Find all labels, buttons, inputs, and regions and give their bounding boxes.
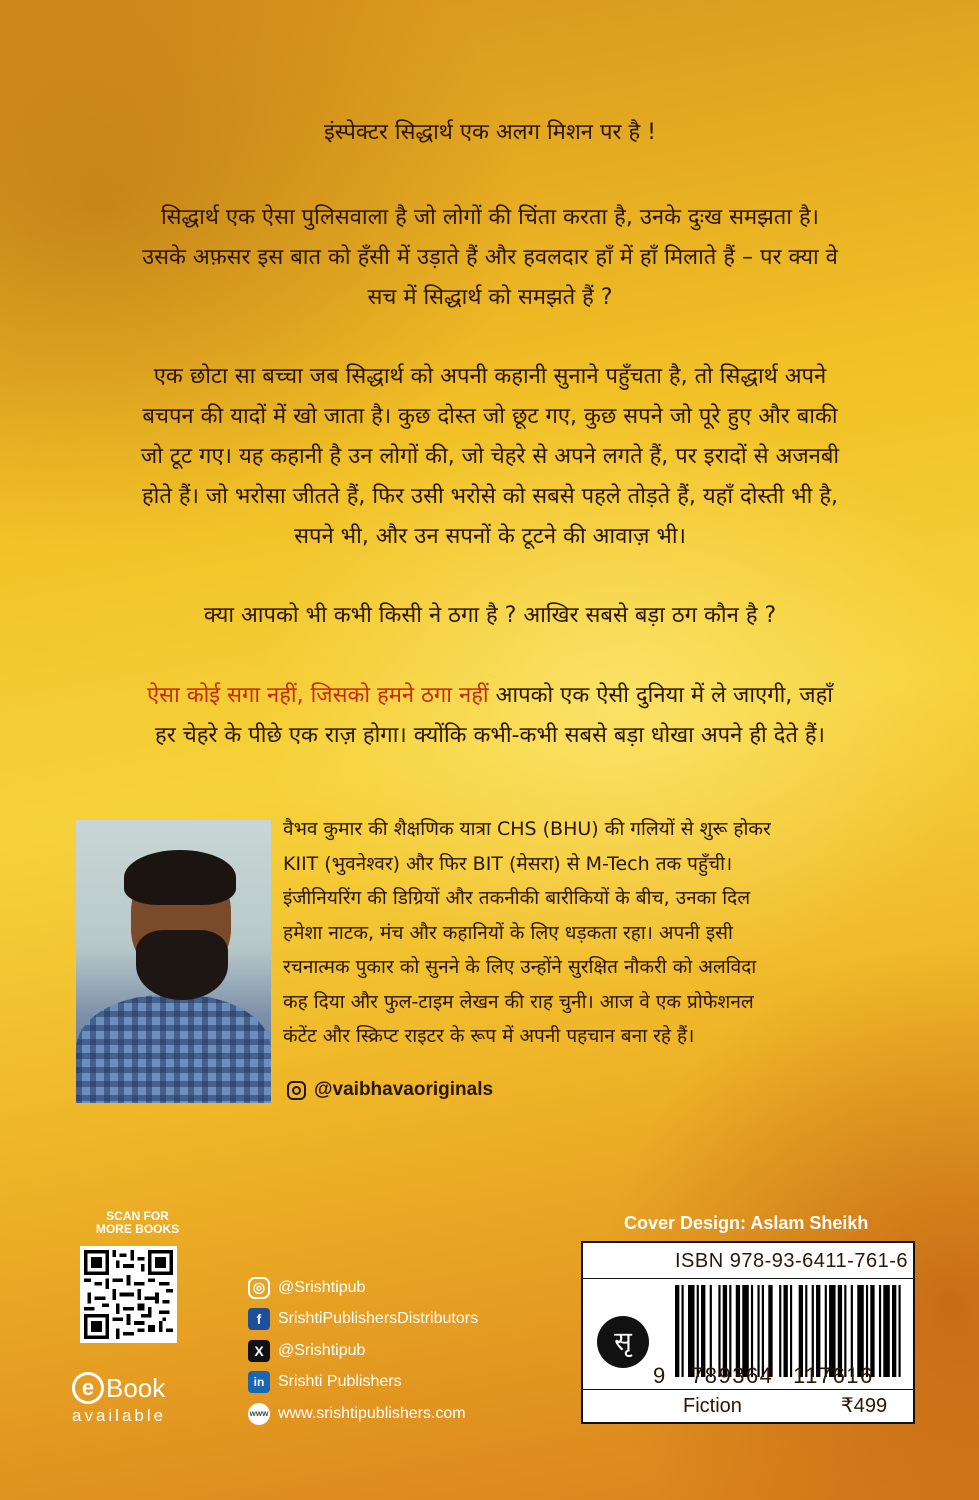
bio-line: वैभव कुमार की शैक्षणिक यात्रा CHS (BHU) की गलियों से शुरू होकर bbox=[283, 818, 771, 840]
blurb-question: क्या आपको भी कभी किसी ने ठगा है ? आखिर सबसे बड़ा ठग कौन है ? bbox=[203, 603, 777, 628]
tagline: इंस्पेक्टर सिद्धार्थ एक अलग मिशन पर है ! bbox=[324, 120, 656, 145]
ebook-label: Book bbox=[106, 1372, 166, 1403]
social-item-website[interactable] bbox=[248, 1398, 478, 1430]
social-item-linkedin[interactable] bbox=[248, 1367, 478, 1399]
blurb-line: सिद्धार्थ एक ऐसा पुलिसवाला है जो लोगों की चिंता करता है, उनके दुःख समझता है। bbox=[160, 205, 820, 230]
instagram-icon bbox=[287, 1081, 306, 1100]
social-label: SrishtiPublishersDistributors bbox=[278, 1310, 479, 1328]
blurb-line: हर चेहरे के पीछे एक राज़ होगा। क्योंकि कभी-कभी सबसे बड़ा धोखा अपने ही देते हैं। bbox=[155, 723, 825, 748]
bio-line: कंटेंट और स्क्रिप्ट राइटर के रूप में अपनी पहचान बना रहे हैं। bbox=[283, 1025, 695, 1047]
social-item-facebook[interactable] bbox=[248, 1304, 478, 1336]
barcode-digit-group-2: 117616 bbox=[793, 1363, 874, 1388]
social-label: @Srishtipub bbox=[278, 1278, 366, 1296]
social-label: @Srishtipub bbox=[278, 1341, 366, 1359]
bio-line: हमेशा नाटक, मंच और कहानियों के लिए धड़कता रहा। अपनी इसी bbox=[283, 921, 733, 944]
cover-design-credit: Cover Design: Aslam Sheikh bbox=[624, 1213, 869, 1233]
scan-label: SCAN FOR MORE BOOKS bbox=[95, 1209, 180, 1236]
bio-line: इंजीनियरिंग की डिग्रियों और तकनीकी बारीकियों के बीच, उनका दिल bbox=[283, 887, 751, 909]
social-item-instagram[interactable] bbox=[248, 1272, 478, 1304]
linkedin-icon: in bbox=[248, 1371, 270, 1393]
isbn-number: ISBN 978-93-6411-761-6 bbox=[583, 1243, 913, 1279]
author-instagram[interactable] bbox=[287, 1079, 493, 1101]
price-label: ₹499 bbox=[841, 1395, 888, 1417]
blurb-paragraph-2 bbox=[70, 357, 910, 557]
author-instagram-handle: @vaibhavaoriginals bbox=[314, 1079, 494, 1100]
social-label: www.srishtipublishers.com bbox=[278, 1404, 466, 1422]
isbn-footer bbox=[583, 1389, 913, 1423]
instagram-icon: ◎ bbox=[248, 1277, 270, 1299]
author-bio bbox=[283, 812, 923, 1054]
genre-label: Fiction bbox=[683, 1395, 742, 1417]
book-title-highlight: ऐसा कोई सगा नहीं, जिसको हमने ठगा नहीं bbox=[146, 683, 489, 708]
blurb-line: उसके अफ़सर इस बात को हँसी में उड़ाते हैं और हवलदार हाँ में हाँ मिलाते हैं – पर क्या वे bbox=[142, 245, 838, 270]
blurb-closing-line-1 bbox=[70, 676, 910, 716]
blurb-line: होते हैं। जो भरोसा जीतते हैं, फिर उसी भरोसे को सबसे पहले तोड़ते हैं, यहाँ दोस्ती भी है, bbox=[141, 484, 839, 509]
bio-line: KIIT (भुवनेश्वर) और फिर BIT (मेसरा) से M-Tech तक पहुँची। bbox=[283, 852, 733, 875]
ebook-badge bbox=[72, 1372, 166, 1426]
blurb-line: एक छोटा सा बच्चा जब सिद्धार्थ को अपनी कहानी सुनाने पहुँचता है, तो सिद्धार्थ अपने bbox=[153, 364, 827, 389]
blurb-paragraph-1 bbox=[70, 198, 910, 318]
bio-line: कह दिया और फुल-टाइम लेखन की राह चुनी। आज वे एक प्रोफेशनल bbox=[283, 990, 754, 1013]
social-label: Srishti Publishers bbox=[278, 1373, 402, 1391]
blurb-closing-rest: आपको एक ऐसी दुनिया में ले जाएगी, जहाँ bbox=[488, 683, 834, 708]
x-icon: X bbox=[248, 1340, 270, 1362]
qr-code[interactable] bbox=[80, 1246, 177, 1343]
barcode-digit-lead: 9 bbox=[653, 1363, 667, 1388]
blurb-line: बचपन की यादों में खो जाता है। कुछ दोस्त जो छूट गए, कुछ सपने जो पूरे हुए और बाकी bbox=[142, 404, 838, 429]
globe-icon: www bbox=[248, 1403, 270, 1425]
publisher-logo: सृ bbox=[597, 1316, 649, 1368]
publisher-social-list bbox=[248, 1272, 478, 1430]
blurb-line: सच में सिद्धार्थ को समझते हैं ? bbox=[367, 285, 613, 310]
bio-line: रचनात्मक पुकार को सुनने के लिए उन्होंने सुरक्षित नौकरी को अलविदा bbox=[283, 956, 757, 978]
blurb-line: सपने भी, और उन सपनों के टूटने की आवाज़ भी। bbox=[294, 524, 686, 549]
ebook-available: available bbox=[72, 1406, 167, 1425]
isbn-barcode-box bbox=[581, 1241, 915, 1424]
facebook-icon: f bbox=[248, 1308, 270, 1330]
social-item-x[interactable] bbox=[248, 1335, 478, 1367]
blurb-line: जो टूट गए। यह कहानी है उन लोगों की, जो चेहरे से अपने लगते हैं, पर इरादों से अजनबी bbox=[140, 444, 840, 469]
ebook-e-icon: e bbox=[72, 1372, 104, 1404]
blurb-closing bbox=[70, 676, 910, 756]
author-photo bbox=[76, 820, 271, 1103]
barcode-digit-group-1: 789364 bbox=[691, 1363, 774, 1388]
